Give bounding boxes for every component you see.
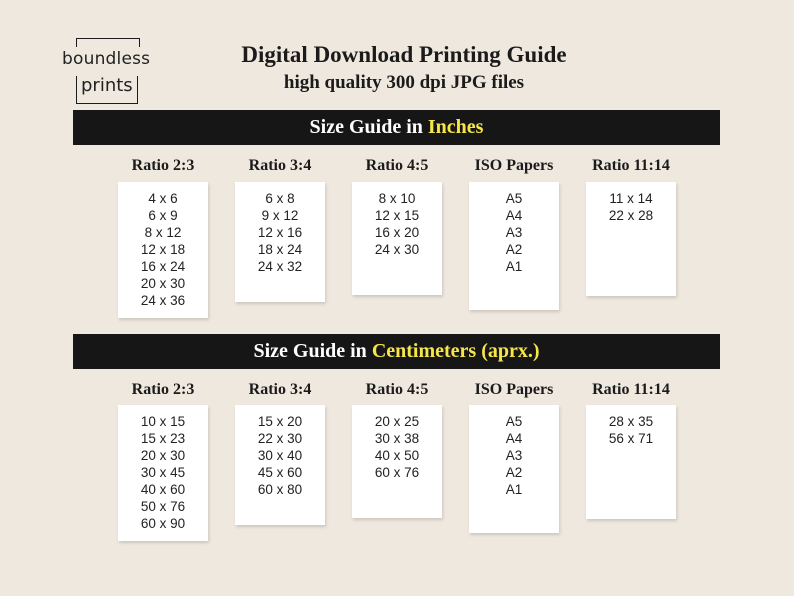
size-entry: 15 x 20 bbox=[257, 414, 303, 429]
size-entry: 20 x 30 bbox=[140, 448, 186, 463]
size-entry: 60 x 90 bbox=[140, 516, 186, 531]
size-card bbox=[235, 182, 325, 302]
size-entry: 45 x 60 bbox=[257, 465, 303, 480]
size-entry: 12 x 16 bbox=[257, 225, 303, 240]
centimeters-banner-highlight: Centimeters (aprx.) bbox=[371, 340, 540, 362]
size-entry: 4 x 6 bbox=[148, 191, 178, 206]
brand-logo bbox=[62, 38, 162, 104]
column-heading: Ratio 2:3 bbox=[131, 157, 195, 174]
size-entry: 30 x 38 bbox=[374, 431, 420, 446]
size-entry: 16 x 20 bbox=[374, 225, 420, 240]
size-entry: 6 x 8 bbox=[265, 191, 295, 206]
size-entry: A4 bbox=[505, 208, 523, 223]
logo-bracket-top bbox=[76, 38, 140, 47]
column-heading: Ratio 11:14 bbox=[592, 381, 670, 398]
column-heading: Ratio 4:5 bbox=[365, 381, 429, 398]
inches-banner-prefix: Size Guide in bbox=[309, 116, 428, 138]
size-entry: 40 x 60 bbox=[140, 482, 186, 497]
size-entry: A3 bbox=[505, 448, 523, 463]
size-entry: 28 x 35 bbox=[608, 414, 654, 429]
size-entry: 12 x 18 bbox=[140, 242, 186, 257]
size-entry: 30 x 40 bbox=[257, 448, 303, 463]
size-card bbox=[118, 405, 208, 541]
column-heading: Ratio 4:5 bbox=[365, 157, 429, 174]
size-entry: 40 x 50 bbox=[374, 448, 420, 463]
size-entry: 9 x 12 bbox=[261, 208, 299, 223]
size-entry: 12 x 15 bbox=[374, 208, 420, 223]
size-entry: 30 x 45 bbox=[140, 465, 186, 480]
size-entry: A1 bbox=[505, 482, 523, 497]
size-entry: A2 bbox=[505, 242, 523, 257]
size-entry: A5 bbox=[505, 414, 523, 429]
size-entry: 11 x 14 bbox=[609, 191, 653, 206]
size-entry: 8 x 12 bbox=[144, 225, 182, 240]
size-card bbox=[586, 182, 676, 296]
size-card bbox=[352, 182, 442, 295]
size-entry: 15 x 23 bbox=[140, 431, 186, 446]
centimeters-banner bbox=[73, 334, 720, 369]
column-heading: ISO Papers bbox=[474, 157, 554, 174]
size-card bbox=[469, 182, 559, 310]
column-heading: Ratio 11:14 bbox=[592, 157, 670, 174]
size-entry: A1 bbox=[505, 259, 523, 274]
size-entry: 20 x 30 bbox=[140, 276, 186, 291]
size-card bbox=[118, 182, 208, 318]
page-subtitle: high quality 300 dpi JPG files bbox=[283, 72, 525, 93]
logo-word-boundless: boundless bbox=[62, 49, 151, 69]
size-entry: 60 x 76 bbox=[374, 465, 420, 480]
size-card bbox=[586, 405, 676, 519]
size-card bbox=[469, 405, 559, 533]
column-heading: Ratio 3:4 bbox=[248, 157, 312, 174]
size-entry: A3 bbox=[505, 225, 523, 240]
size-card bbox=[235, 405, 325, 525]
centimeters-banner-prefix: Size Guide in bbox=[253, 340, 372, 362]
size-entry: 18 x 24 bbox=[257, 242, 303, 257]
column-heading: ISO Papers bbox=[474, 381, 554, 398]
inches-banner-highlight: Inches bbox=[427, 116, 484, 138]
size-entry: 22 x 28 bbox=[608, 208, 654, 223]
size-entry: 6 x 9 bbox=[148, 208, 178, 223]
size-entry: 56 x 71 bbox=[608, 431, 654, 446]
size-entry: A4 bbox=[505, 431, 523, 446]
size-entry: A2 bbox=[505, 465, 523, 480]
size-entry: 24 x 36 bbox=[140, 293, 186, 308]
size-entry: 24 x 30 bbox=[374, 242, 420, 257]
page-title: Digital Download Printing Guide bbox=[241, 42, 567, 67]
size-entry: A5 bbox=[505, 191, 523, 206]
logo-word-prints: prints bbox=[81, 75, 133, 96]
size-entry: 20 x 25 bbox=[374, 414, 420, 429]
inches-banner bbox=[73, 110, 720, 145]
size-entry: 60 x 80 bbox=[257, 482, 303, 497]
column-heading: Ratio 2:3 bbox=[131, 381, 195, 398]
size-entry: 8 x 10 bbox=[378, 191, 416, 206]
size-entry: 24 x 32 bbox=[257, 259, 303, 274]
size-entry: 10 x 15 bbox=[140, 414, 186, 429]
size-entry: 50 x 76 bbox=[140, 499, 186, 514]
column-heading: Ratio 3:4 bbox=[248, 381, 312, 398]
size-entry: 16 x 24 bbox=[140, 259, 186, 274]
size-card bbox=[352, 405, 442, 518]
size-entry: 22 x 30 bbox=[257, 431, 303, 446]
